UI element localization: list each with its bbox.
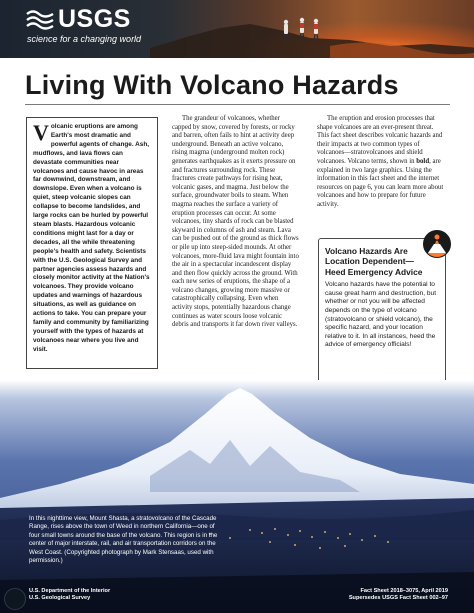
interior-seal-icon <box>4 588 26 610</box>
usgs-tagline: science for a changing world <box>27 34 142 44</box>
footer-fact-sheet <box>349 588 448 602</box>
header-banner <box>0 0 474 58</box>
intro-box <box>26 117 158 369</box>
body-column-3 <box>317 115 446 210</box>
callout-title: Volcano Hazards Are Location Dependent—Heed Emergency Advice <box>325 246 423 277</box>
intro-paragraph <box>33 120 151 355</box>
usgs-logo <box>26 5 131 33</box>
footer-supersedes: Supersedes USGS Fact Sheet 002–97 <box>348 595 448 601</box>
callout-body: Volcano hazards have the potential to cause great harm and destruction, but whether or not you will be affected depends on the type of volcano (stratovolcano or shield volcano), the specific hazard, and your location relative to it. In all instances, heed the advice of emergency officials! <box>325 281 437 349</box>
col3-bold-word: bold <box>416 157 430 165</box>
footer-agency-line2: U.S. Geological Survey <box>29 595 91 601</box>
volcano-warning-icon <box>423 230 451 258</box>
footer-agency <box>29 588 110 602</box>
usgs-wordmark: USGS <box>58 5 131 33</box>
body-column-2: The grandeur of volcanoes, whether capped by snow, covered by forests, or rocky and barren, often fails to hint at activity deep underground. Beneath an active volcano, rising magma (underground molten rock) generates earthquakes as it exerts pressure on and fractures surrounding rock. These fractures create pathways for rising heat, volcanic gases, and magma. Just below the surface, groundwater boils to steam. When magma reaches the surface a variety of eruption processes can occur. At some volcanoes, tiny shards of rock can be blasted skyward in columns of ash and steam. Lava can be pushed out of the ground as thick flows or pile up into steep-sided mounds. At other volcanoes, more-fluid lava might fountain into the air in a spectacular incandescent display and then flow quickly across the ground. With each new series of eruptions, the shape of a volcano changes, growing more massive or catastrophically collapsing. Even when activity stops, potentially hazardous change continues as water scours loose volcanic debris and transports it far down river valleys. <box>172 115 299 329</box>
title-divider <box>25 104 450 105</box>
page-title: Living With Volcano Hazards <box>25 70 399 100</box>
col3-text-a: The eruption and erosion processes that shape volcanoes are an ever-present threat. This fact sheet describes volcanic hazards and their impacts at two common types of volcanoes—stratovolcanoes and shield volcanoes. Volcano terms, shown in <box>317 115 443 165</box>
mount-shasta-photo <box>0 380 474 613</box>
footer-fact-sheet-number: Fact Sheet 2018–3075, April 2019 <box>360 588 448 594</box>
geologists-image <box>278 16 338 46</box>
drop-cap: V <box>33 120 49 145</box>
intro-text: olcanic eruptions are among Earth's most dramatic and powerful agents of change. Ash, mudflows, and lava flows can devastate communities near volcanoes and cause havoc in areas far downwind, downstream, and downslope. Even when a volcano is quiet, steep volcanic slopes can collapse to become landslides, and large rocks can be hurled by powerful steam blasts. Hazardous volcanic conditions might last for a day or decades, all the while threatening people's health and safety. Scientists with the U.S. Geological Survey and partner agencies assess hazards and closely monitor activity at the Nation's volcanoes. They provide volcano updates and warnings of hazardous situations, as well as guidance on actions to take. You can prepare your family and community by familiarizing yourself with the types of hazards at volcanoes near where you live and visit. <box>33 123 150 353</box>
photo-caption: In this nighttime view, Mount Shasta, a stratovolcano of the Cascade Range, rises above the town of Weed in northern California—one of four small towns around the base of the volcano. This region is in the center of major interstate, rail, and air transportation corridors on the West Coast. (Copyrighted photograph by Mark Stensaas, used with permission.) <box>29 515 218 565</box>
footer-agency-line1: U.S. Department of the Interior <box>29 588 111 594</box>
col3-text-b: , are explained in two large graphics. Using the information in this fact sheet and the internet resources on page 6, you can learn more about volcanoes and how to prepare for future activity. <box>317 157 444 208</box>
usgs-wave-icon <box>26 8 54 30</box>
